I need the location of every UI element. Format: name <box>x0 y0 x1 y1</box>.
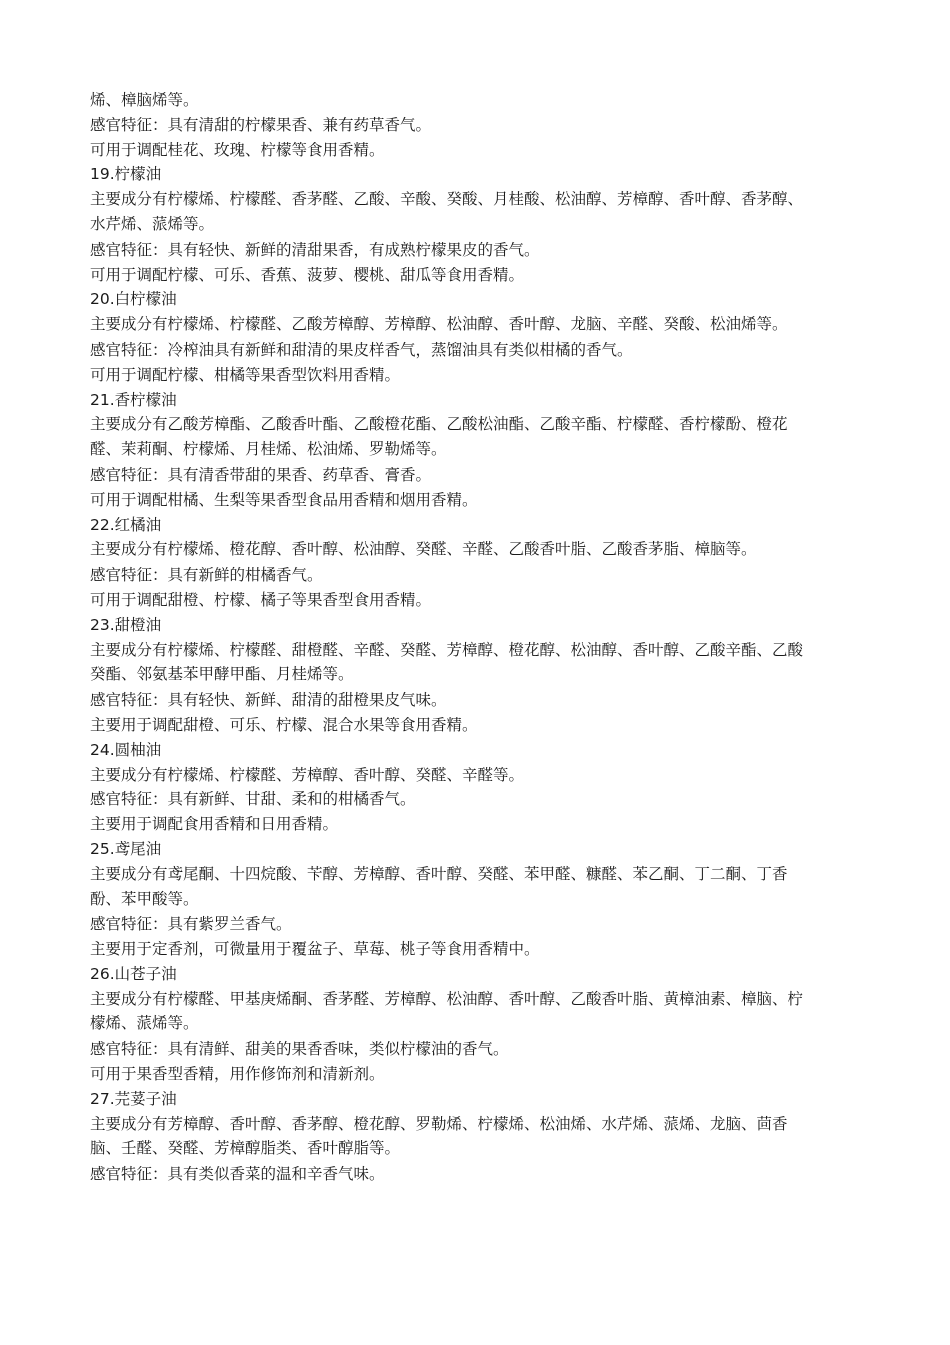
section-heading: 25.鸢尾油 <box>90 839 162 858</box>
usage-text: 可用于调配桂花、玫瑰、柠檬等食用香精。 <box>90 140 385 159</box>
section-heading: 22.红橘油 <box>90 515 162 534</box>
components-text: 主要成分有柠檬烯、柠檬醛、香茅醛、乙酸、辛酸、癸酸、月桂酸、松油醇、芳樟醇、香叶醇、香茅醇、水芹烯、蒎烯等。 <box>90 190 804 233</box>
components-text: 主要成分有乙酸芳樟酯、乙酸香叶酯、乙酸橙花酯、乙酸松油酯、乙酸辛酯、柠檬醛、香柠檬酚、橙花醛、茉莉酮、柠檬烯、月桂烯、松油烯、罗勒烯等。 <box>90 415 788 459</box>
components-text: 主要成分有柠檬烯、柠檬醛、芳樟醇、香叶醇、癸醛、辛醛等。 <box>90 765 525 784</box>
usage-text: 可用于调配甜橙、柠檬、橘子等果香型食用香精。 <box>90 590 432 609</box>
entry-coriander-seed-oil <box>90 1087 810 1187</box>
sensory-text: 感官特征：具有类似香菜的温和辛香气味。 <box>90 1165 385 1184</box>
usage-text: 可用于果香型香精，用作修饰剂和清新剂。 <box>90 1065 385 1084</box>
sensory-text: 感官特征：具有新鲜的柑橘香气。 <box>90 566 323 585</box>
section-heading: 24.圆柚油 <box>90 740 162 759</box>
sensory-text: 感官特征：具有紫罗兰香气。 <box>90 915 292 934</box>
sensory-text: 感官特征：冷榨油具有新鲜和甜清的果皮样香气，蒸馏油具有类似柑橘的香气。 <box>90 340 633 359</box>
components-text: 主要成分有柠檬烯、柠檬醛、甜橙醛、辛醛、癸醛、芳樟醇、橙花醇、松油醇、香叶醇、乙酸辛酯、乙酸癸酯、邻氨基苯甲酵甲酯、月桂烯等。 <box>90 640 804 684</box>
entry-orris-oil <box>90 837 810 962</box>
components-text: 主要成分有芳樟醇、香叶醇、香茅醇、橙花醇、罗勒烯、柠檬烯、松油烯、水芹烯、蒎烯、龙脑、茴香脑、壬醛、癸醛、芳樟醇脂类、香叶醇脂等。 <box>90 1114 788 1158</box>
entry-lemon-oil <box>90 162 810 287</box>
entry-grapefruit-oil <box>90 738 810 837</box>
section-heading: 19.柠檬油 <box>90 165 162 184</box>
section-heading: 21.香柠檬油 <box>90 390 177 409</box>
entry-litsea-cubeba-oil <box>90 962 810 1087</box>
entry-bergamot-oil <box>90 388 810 513</box>
sensory-text: 感官特征：具有清香带甜的果香、药草香、膏香。 <box>90 465 432 484</box>
document-body <box>90 88 810 1187</box>
sensory-text: 感官特征：具有清甜的柠檬果香、兼有药草香气。 <box>90 115 432 134</box>
usage-text: 主要用于调配食用香精和日用香精。 <box>90 815 339 834</box>
section-heading: 23.甜橙油 <box>90 615 162 634</box>
entry-sweet-orange-oil <box>90 613 810 738</box>
usage-text: 可用于调配柠檬、可乐、香蕉、菠萝、樱桃、甜瓜等食用香精。 <box>90 265 525 284</box>
sensory-text: 感官特征：具有新鲜、甘甜、柔和的柑橘香气。 <box>90 790 416 809</box>
section-heading: 27.芫荽子油 <box>90 1089 177 1108</box>
paragraph-continuation: 烯、樟脑烯等。 <box>90 91 199 109</box>
usage-text: 可用于调配柠檬、柑橘等果香型饮料用香精。 <box>90 365 401 384</box>
sensory-text: 感官特征：具有轻快、新鲜、甜清的甜橙果皮气味。 <box>90 691 447 710</box>
components-text: 主要成分有柠檬醛、甲基庚烯酮、香茅醛、芳樟醇、松油醇、香叶醇、乙酸香叶脂、黄樟油素、樟脑、柠檬烯、蒎烯等。 <box>90 989 804 1033</box>
entry-lime-oil <box>90 287 810 387</box>
section-heading: 26.山苍子油 <box>90 964 177 983</box>
usage-text: 主要用于调配甜橙、可乐、柠檬、混合水果等食用香精。 <box>90 715 478 734</box>
components-text: 主要成分有柠檬烯、橙花醇、香叶醇、松油醇、癸醛、辛醛、乙酸香叶脂、乙酸香茅脂、樟脑等。 <box>90 540 757 559</box>
entry-red-mandarin-oil <box>90 513 810 613</box>
section-heading: 20.白柠檬油 <box>90 290 177 309</box>
sensory-text: 感官特征：具有轻快、新鲜的清甜果香，有成熟柠檬果皮的香气。 <box>90 240 540 259</box>
sensory-text: 感官特征：具有清鲜、甜美的果香香味，类似柠檬油的香气。 <box>90 1040 509 1059</box>
usage-text: 主要用于定香剂，可微量用于覆盆子、草莓、桃子等食用香精中。 <box>90 940 540 959</box>
usage-text: 可用于调配柑橘、生梨等果香型食品用香精和烟用香精。 <box>90 490 478 509</box>
components-text: 主要成分有柠檬烯、柠檬醛、乙酸芳樟醇、芳樟醇、松油醇、香叶醇、龙脑、辛醛、癸酸、松油烯等。 <box>90 315 788 334</box>
components-text: 主要成分有鸢尾酮、十四烷酸、苄醇、芳樟醇、香叶醇、癸醛、苯甲醛、糠醛、苯乙酮、丁二酮、丁香酚、苯甲酸等。 <box>90 864 788 908</box>
